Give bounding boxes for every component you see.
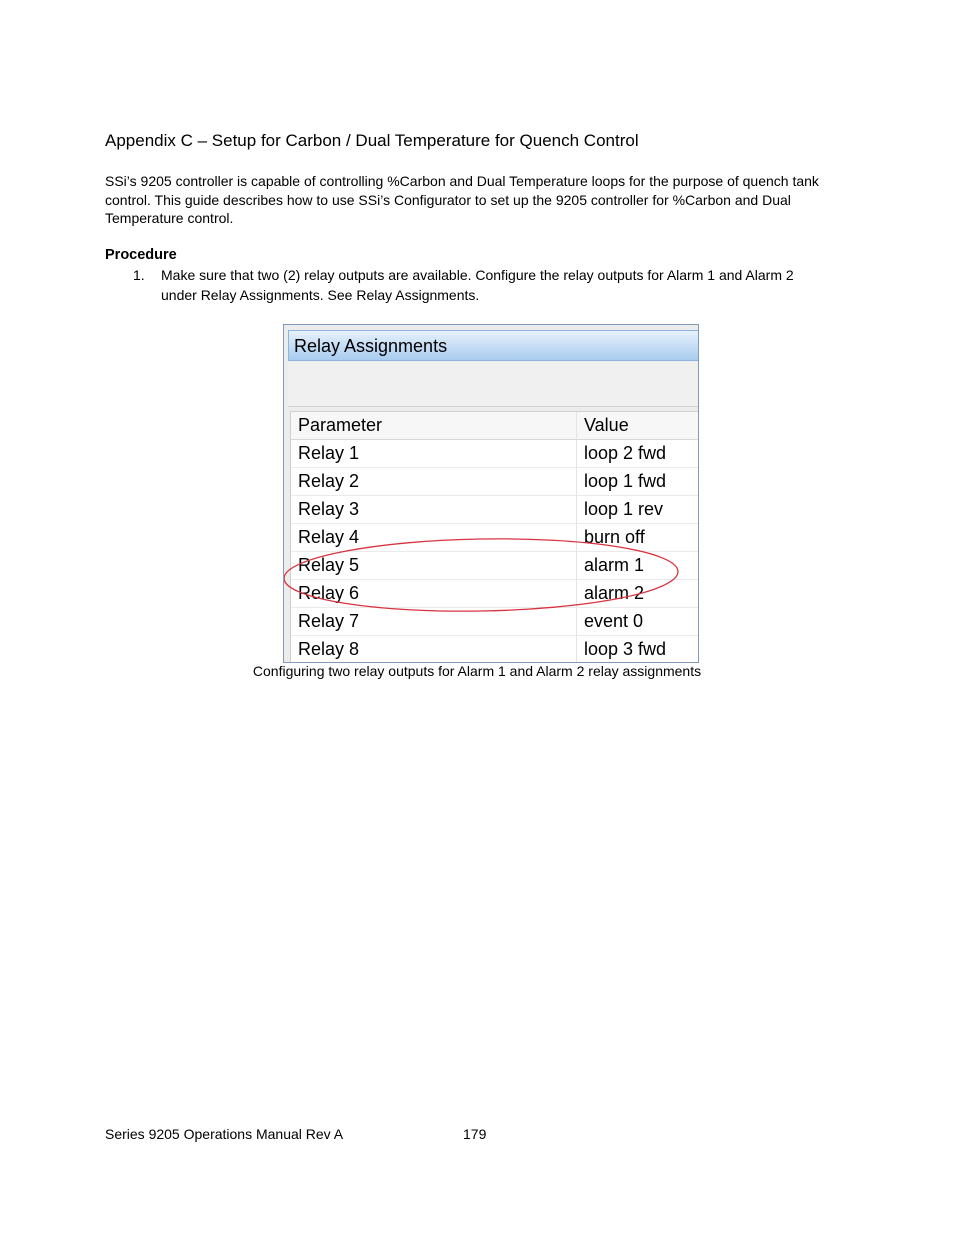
step-text-before: Make sure that two (2) relay outputs are available. Configure the relay outputs for Alarm 1 and Alarm 2 under Relay Assignments. See [161,267,794,303]
procedure-title: Procedure [105,247,177,263]
relay-parameter: Relay 8 [291,636,577,663]
relay-table [290,411,699,663]
table-row[interactable] [291,468,699,496]
figure-caption: Configuring two relay outputs for Alarm 1 and Alarm 2 relay assignments [252,663,702,679]
table-row[interactable] [291,608,699,636]
relay-value: loop 3 fwd [584,639,667,659]
relay-value: loop 1 rev [584,499,664,519]
relay-value: alarm 1 [584,555,645,575]
relay-value: loop 1 fwd [584,471,667,491]
footer-page-number: 179 [463,1126,487,1142]
relay-parameter: Relay 6 [291,580,577,607]
column-header-value: Value [584,415,629,435]
relay-parameter: Relay 1 [291,440,577,467]
relay-assignments-screenshot [283,324,699,663]
relay-parameter: Relay 4 [291,524,577,551]
relay-value: alarm 2 [584,583,645,603]
relay-assignments-link[interactable]: Relay Assignments [356,287,476,303]
relay-parameter: Relay 2 [291,468,577,495]
relay-parameter: Relay 5 [291,552,577,579]
relay-table-header [291,412,699,440]
table-row[interactable] [291,580,699,608]
relay-parameter: Relay 3 [291,496,577,523]
relay-value: burn off [584,527,645,547]
screenshot-toolbar [288,362,699,407]
table-row[interactable] [291,552,699,580]
relay-value: event 0 [584,611,644,631]
column-header-parameter: Parameter [291,412,577,439]
table-row[interactable] [291,636,699,663]
table-row[interactable] [291,524,699,552]
intro-paragraph: SSi’s 9205 controller is capable of controlling %Carbon and Dual Temperature loops for the purpose of quench tank control. This guide describes how to use SSi’s Configurator to set up the 9205 controller for %Carbon and Dual Temperature control. [105,173,819,226]
relay-value: loop 2 fwd [584,443,667,463]
page-heading: Appendix C – Setup for Carbon / Dual Temperature for Quench Control [105,131,639,150]
table-row[interactable] [291,440,699,468]
table-row[interactable] [291,496,699,524]
step-number: 1. [133,267,145,283]
footer-manual-title: Series 9205 Operations Manual Rev A [105,1126,344,1142]
relay-parameter: Relay 7 [291,608,577,635]
step-text [161,265,831,305]
screenshot-title-bar: Relay Assignments [288,330,699,361]
step-text-after: . [475,287,480,303]
